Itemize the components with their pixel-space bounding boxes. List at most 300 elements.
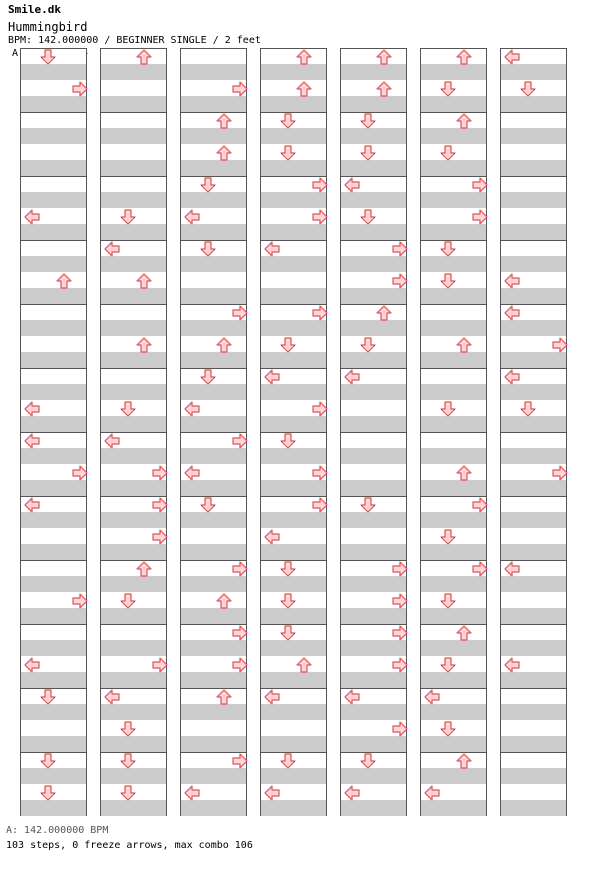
beat-band <box>21 704 86 720</box>
down-arrow-icon <box>440 241 456 257</box>
measure-line <box>21 368 86 369</box>
left-arrow-icon <box>504 657 520 673</box>
beat-band <box>501 224 566 240</box>
right-arrow-icon <box>312 177 328 193</box>
beat-band <box>261 800 326 816</box>
left-arrow-icon <box>24 497 40 513</box>
beat-band <box>341 96 406 112</box>
beat-band <box>101 800 166 816</box>
left-arrow-icon <box>24 209 40 225</box>
beat-band <box>421 320 486 336</box>
beat-band <box>421 192 486 208</box>
beat-band <box>501 640 566 656</box>
right-arrow-icon <box>552 337 568 353</box>
left-arrow-icon <box>264 369 280 385</box>
down-arrow-icon <box>520 81 536 97</box>
beat-band <box>101 448 166 464</box>
down-arrow-icon <box>360 113 376 129</box>
beat-band <box>501 800 566 816</box>
up-arrow-icon <box>456 625 472 641</box>
down-arrow-icon <box>200 241 216 257</box>
measure-line <box>501 688 566 689</box>
right-arrow-icon <box>72 593 88 609</box>
measure-line <box>181 688 246 689</box>
beat-band <box>501 512 566 528</box>
beat-band <box>501 256 566 272</box>
beat-band <box>421 480 486 496</box>
beat-band <box>261 640 326 656</box>
beat-band <box>501 192 566 208</box>
beat-band <box>421 96 486 112</box>
down-arrow-icon <box>40 785 56 801</box>
beat-band <box>341 64 406 80</box>
measure-line <box>421 432 486 433</box>
right-arrow-icon <box>312 497 328 513</box>
beat-band <box>341 384 406 400</box>
measure-line <box>501 624 566 625</box>
measure-line <box>21 240 86 241</box>
down-arrow-icon <box>40 689 56 705</box>
beat-band <box>101 608 166 624</box>
chart-column <box>340 48 407 816</box>
beat-band <box>501 704 566 720</box>
measure-line <box>21 560 86 561</box>
beat-band <box>421 384 486 400</box>
right-arrow-icon <box>392 273 408 289</box>
measure-line <box>101 368 166 369</box>
beat-band <box>261 160 326 176</box>
beat-band <box>261 480 326 496</box>
up-arrow-icon <box>296 81 312 97</box>
beat-band <box>421 704 486 720</box>
beat-band <box>181 256 246 272</box>
beat-band <box>21 288 86 304</box>
beat-band <box>21 416 86 432</box>
beat-band <box>181 640 246 656</box>
chart-column <box>500 48 567 816</box>
beat-band <box>421 256 486 272</box>
beat-band <box>21 576 86 592</box>
beat-band <box>501 384 566 400</box>
beat-band <box>501 768 566 784</box>
measure-line <box>421 752 486 753</box>
down-arrow-icon <box>280 625 296 641</box>
down-arrow-icon <box>440 81 456 97</box>
beat-band <box>421 128 486 144</box>
beat-band <box>341 352 406 368</box>
beat-band <box>501 736 566 752</box>
beat-band <box>21 192 86 208</box>
up-arrow-icon <box>376 49 392 65</box>
beat-band <box>501 576 566 592</box>
measure-line <box>501 240 566 241</box>
beat-band <box>101 576 166 592</box>
right-arrow-icon <box>472 177 488 193</box>
measure-line <box>501 176 566 177</box>
right-arrow-icon <box>312 465 328 481</box>
down-arrow-icon <box>120 721 136 737</box>
beat-band <box>21 160 86 176</box>
beat-band <box>501 448 566 464</box>
left-arrow-icon <box>104 433 120 449</box>
beat-band <box>21 64 86 80</box>
down-arrow-icon <box>280 113 296 129</box>
left-arrow-icon <box>184 401 200 417</box>
right-arrow-icon <box>472 209 488 225</box>
beat-band <box>421 608 486 624</box>
site-title: Smile.dk <box>8 3 61 16</box>
down-arrow-icon <box>120 209 136 225</box>
beat-band <box>101 64 166 80</box>
beat-band <box>261 576 326 592</box>
beat-band <box>101 160 166 176</box>
beat-band <box>21 352 86 368</box>
measure-line <box>421 112 486 113</box>
beat-band <box>101 192 166 208</box>
beat-band <box>101 128 166 144</box>
left-arrow-icon <box>344 177 360 193</box>
right-arrow-icon <box>152 465 168 481</box>
up-arrow-icon <box>216 145 232 161</box>
beat-band <box>341 800 406 816</box>
left-arrow-icon <box>344 785 360 801</box>
measure-line <box>501 432 566 433</box>
right-arrow-icon <box>392 561 408 577</box>
beat-band <box>181 672 246 688</box>
beat-band <box>181 448 246 464</box>
up-arrow-icon <box>216 689 232 705</box>
beat-band <box>181 768 246 784</box>
beat-band <box>21 96 86 112</box>
beat-band <box>421 160 486 176</box>
beat-band <box>261 544 326 560</box>
beat-band <box>341 512 406 528</box>
left-arrow-icon <box>504 273 520 289</box>
down-arrow-icon <box>120 401 136 417</box>
beat-band <box>501 288 566 304</box>
beat-band <box>181 736 246 752</box>
down-arrow-icon <box>360 497 376 513</box>
beat-band <box>21 256 86 272</box>
beat-band <box>421 288 486 304</box>
beat-band <box>101 480 166 496</box>
down-arrow-icon <box>120 753 136 769</box>
beat-band <box>501 672 566 688</box>
beat-band <box>181 544 246 560</box>
beat-band <box>21 320 86 336</box>
down-arrow-icon <box>120 593 136 609</box>
right-arrow-icon <box>392 593 408 609</box>
up-arrow-icon <box>136 337 152 353</box>
beat-band <box>341 160 406 176</box>
beat-band <box>501 128 566 144</box>
left-arrow-icon <box>184 209 200 225</box>
beat-band <box>101 416 166 432</box>
beat-band <box>181 704 246 720</box>
beat-band <box>101 256 166 272</box>
beat-band <box>501 160 566 176</box>
beat-band <box>101 672 166 688</box>
right-arrow-icon <box>152 657 168 673</box>
right-arrow-icon <box>232 561 248 577</box>
left-arrow-icon <box>184 785 200 801</box>
left-arrow-icon <box>424 785 440 801</box>
measure-line <box>101 304 166 305</box>
bpm-legend: A: 142.000000 BPM <box>6 825 109 836</box>
chart-column <box>420 48 487 816</box>
down-arrow-icon <box>280 561 296 577</box>
beat-band <box>181 288 246 304</box>
beat-band <box>501 320 566 336</box>
up-arrow-icon <box>296 657 312 673</box>
beat-band <box>261 704 326 720</box>
beat-band <box>181 480 246 496</box>
down-arrow-icon <box>440 657 456 673</box>
down-arrow-icon <box>40 49 56 65</box>
right-arrow-icon <box>232 753 248 769</box>
measure-line <box>21 624 86 625</box>
beat-band <box>501 64 566 80</box>
beat-band <box>21 224 86 240</box>
beat-band <box>261 384 326 400</box>
beat-band <box>421 672 486 688</box>
up-arrow-icon <box>376 81 392 97</box>
right-arrow-icon <box>552 465 568 481</box>
up-arrow-icon <box>456 753 472 769</box>
down-arrow-icon <box>360 753 376 769</box>
down-arrow-icon <box>360 145 376 161</box>
right-arrow-icon <box>232 657 248 673</box>
beat-band <box>101 704 166 720</box>
beat-band <box>421 544 486 560</box>
up-arrow-icon <box>56 273 72 289</box>
measure-line <box>101 176 166 177</box>
down-arrow-icon <box>440 593 456 609</box>
right-arrow-icon <box>472 497 488 513</box>
beat-band <box>341 320 406 336</box>
down-arrow-icon <box>200 497 216 513</box>
down-arrow-icon <box>360 209 376 225</box>
down-arrow-icon <box>440 401 456 417</box>
beat-band <box>501 544 566 560</box>
up-arrow-icon <box>216 593 232 609</box>
beat-band <box>261 512 326 528</box>
beat-band <box>181 160 246 176</box>
beat-band <box>21 640 86 656</box>
right-arrow-icon <box>312 305 328 321</box>
beat-band <box>181 800 246 816</box>
left-arrow-icon <box>504 49 520 65</box>
beat-band <box>21 736 86 752</box>
right-arrow-icon <box>232 433 248 449</box>
beat-band <box>261 224 326 240</box>
up-arrow-icon <box>296 49 312 65</box>
chart-column <box>20 48 87 816</box>
left-arrow-icon <box>504 369 520 385</box>
beat-band <box>261 96 326 112</box>
beat-band <box>341 640 406 656</box>
down-arrow-icon <box>280 337 296 353</box>
beat-band <box>101 352 166 368</box>
down-arrow-icon <box>440 273 456 289</box>
beat-band <box>181 320 246 336</box>
down-arrow-icon <box>200 177 216 193</box>
beat-band <box>421 800 486 816</box>
beat-band <box>341 288 406 304</box>
beat-band <box>181 512 246 528</box>
beat-band <box>21 768 86 784</box>
beat-band <box>501 608 566 624</box>
beat-band <box>181 416 246 432</box>
up-arrow-icon <box>216 113 232 129</box>
beat-band <box>421 64 486 80</box>
up-arrow-icon <box>456 465 472 481</box>
left-arrow-icon <box>504 305 520 321</box>
beat-band <box>341 736 406 752</box>
beat-band <box>101 512 166 528</box>
beat-band <box>261 608 326 624</box>
beat-band <box>101 640 166 656</box>
beat-band <box>341 480 406 496</box>
beat-band <box>421 224 486 240</box>
measure-line <box>421 304 486 305</box>
right-arrow-icon <box>312 401 328 417</box>
beat-band <box>421 768 486 784</box>
beat-band <box>101 768 166 784</box>
down-arrow-icon <box>280 145 296 161</box>
beat-band <box>261 128 326 144</box>
measure-line <box>501 496 566 497</box>
up-arrow-icon <box>216 337 232 353</box>
beat-band <box>21 544 86 560</box>
measure-line <box>341 432 406 433</box>
measure-line <box>21 112 86 113</box>
beat-band <box>421 448 486 464</box>
beat-band <box>101 384 166 400</box>
beat-band <box>21 384 86 400</box>
beat-band <box>261 192 326 208</box>
beat-band <box>21 128 86 144</box>
beat-band <box>261 256 326 272</box>
right-arrow-icon <box>152 529 168 545</box>
right-arrow-icon <box>72 465 88 481</box>
measure-line <box>501 752 566 753</box>
beat-band <box>261 352 326 368</box>
beat-band <box>21 448 86 464</box>
beat-band <box>261 416 326 432</box>
beat-band <box>261 672 326 688</box>
right-arrow-icon <box>232 305 248 321</box>
beat-band <box>261 448 326 464</box>
down-arrow-icon <box>360 337 376 353</box>
down-arrow-icon <box>120 785 136 801</box>
beat-band <box>21 512 86 528</box>
measure-line <box>101 624 166 625</box>
left-arrow-icon <box>24 401 40 417</box>
beat-band <box>181 128 246 144</box>
chart-column <box>260 48 327 816</box>
beat-band <box>21 480 86 496</box>
down-arrow-icon <box>280 753 296 769</box>
beat-band <box>21 608 86 624</box>
beat-band <box>181 608 246 624</box>
down-arrow-icon <box>200 369 216 385</box>
up-arrow-icon <box>456 337 472 353</box>
beat-band <box>261 768 326 784</box>
measure-line <box>101 112 166 113</box>
down-arrow-icon <box>280 593 296 609</box>
left-arrow-icon <box>264 689 280 705</box>
beat-band <box>261 288 326 304</box>
left-arrow-icon <box>504 561 520 577</box>
beat-band <box>181 192 246 208</box>
measure-line <box>501 112 566 113</box>
beat-band <box>341 128 406 144</box>
beat-band <box>421 352 486 368</box>
up-arrow-icon <box>456 113 472 129</box>
beat-band <box>101 96 166 112</box>
measure-line <box>341 304 406 305</box>
beat-band <box>261 64 326 80</box>
right-arrow-icon <box>392 721 408 737</box>
right-arrow-icon <box>392 625 408 641</box>
beat-band <box>341 544 406 560</box>
down-arrow-icon <box>280 433 296 449</box>
beat-band <box>421 416 486 432</box>
beat-band <box>341 576 406 592</box>
down-arrow-icon <box>440 529 456 545</box>
left-arrow-icon <box>24 433 40 449</box>
up-arrow-icon <box>136 561 152 577</box>
beat-band <box>181 224 246 240</box>
left-arrow-icon <box>424 689 440 705</box>
right-arrow-icon <box>152 497 168 513</box>
left-arrow-icon <box>264 785 280 801</box>
beat-band <box>421 512 486 528</box>
left-arrow-icon <box>184 465 200 481</box>
beat-band <box>501 96 566 112</box>
beat-band <box>421 640 486 656</box>
beat-band <box>341 672 406 688</box>
beat-band <box>21 672 86 688</box>
beat-band <box>341 192 406 208</box>
chart-column <box>100 48 167 816</box>
measure-line <box>21 304 86 305</box>
up-arrow-icon <box>376 305 392 321</box>
right-arrow-icon <box>72 81 88 97</box>
left-arrow-icon <box>344 369 360 385</box>
beat-band <box>101 320 166 336</box>
beat-band <box>101 736 166 752</box>
beat-band <box>181 352 246 368</box>
beat-band <box>181 96 246 112</box>
right-arrow-icon <box>392 241 408 257</box>
beat-band <box>501 480 566 496</box>
chart-column <box>180 48 247 816</box>
beat-band <box>101 224 166 240</box>
beat-band <box>421 576 486 592</box>
left-arrow-icon <box>344 689 360 705</box>
beat-band <box>341 608 406 624</box>
left-arrow-icon <box>264 529 280 545</box>
beat-band <box>501 416 566 432</box>
chart-meta: BPM: 142.000000 / BEGINNER SINGLE / 2 feet <box>8 35 261 46</box>
right-arrow-icon <box>232 81 248 97</box>
song-title: Hummingbird <box>8 20 88 34</box>
beat-band <box>101 288 166 304</box>
measure-line <box>21 176 86 177</box>
measure-line <box>181 112 246 113</box>
